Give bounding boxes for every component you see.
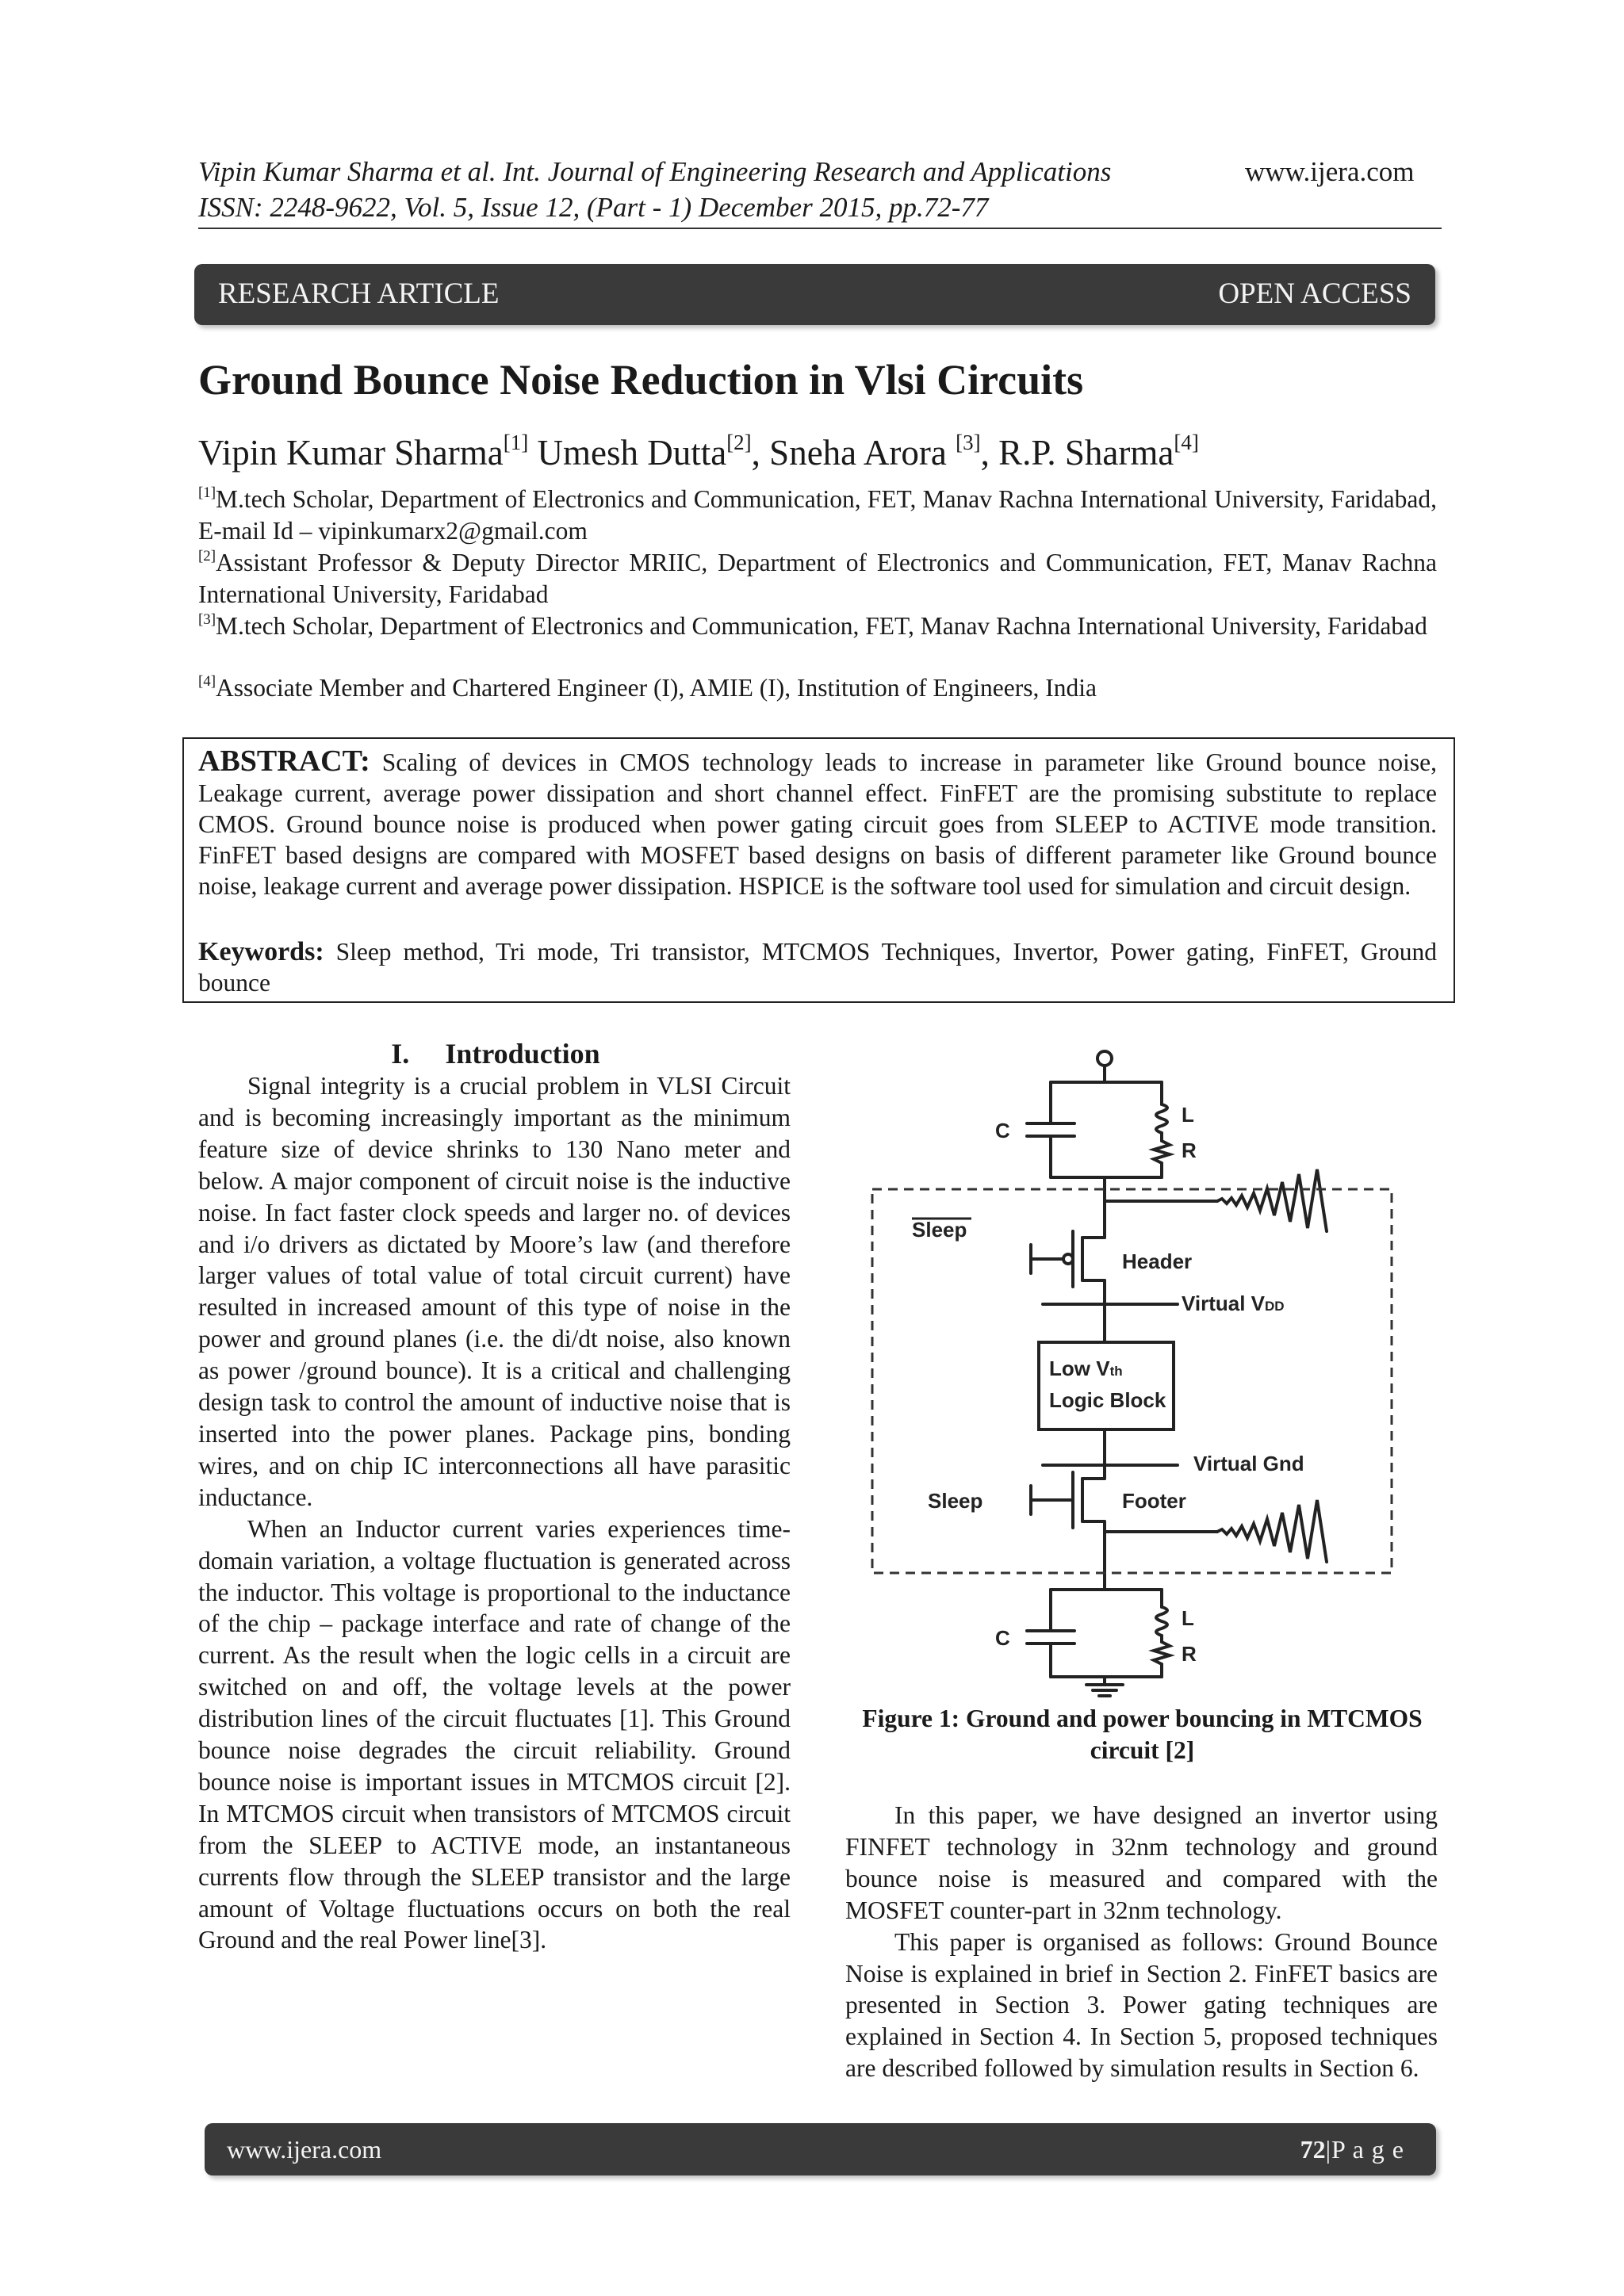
label-footer: Footer (1122, 1489, 1186, 1513)
label-l-top: L (1182, 1103, 1194, 1127)
article-type-banner (194, 264, 1435, 325)
label-r-bot: R (1182, 1642, 1197, 1666)
affiliation-3-text: M.tech Scholar, Department of Electronics and Communication, FET, Manav Rachna International University, Faridabad (216, 612, 1427, 640)
label-virtual-vdd: Virtual VDD (1182, 1292, 1285, 1315)
label-logic-line1: Low Vth (1049, 1357, 1123, 1380)
affiliation-4-ref: [4] (198, 672, 216, 690)
affiliation-4 (198, 672, 1437, 704)
abstract-text: Scaling of devices in CMOS technology leads to increase in parameter like Ground bounce noise, Leakage current, average power dissipation and short channel effect. FinFET are the promising substitute to replace CMOS. Ground bounce noise is produced when power gating circuit goes from SLEEP to ACTIVE mode transition. FinFET based designs are compared with MOSFET based designs on basis of different parameter like Ground bounce noise, leakage current and average power dissipation. HSPICE is the software tool used for simulation and circuit design. (198, 748, 1437, 900)
page-word: |P a g e (1325, 2135, 1404, 2164)
section-title: Introduction (445, 1038, 600, 1070)
label-sleep: Sleep (928, 1489, 983, 1513)
author-2: Umesh Dutta (528, 433, 727, 473)
research-article-label: RESEARCH ARTICLE (218, 277, 500, 310)
abstract-label: ABSTRACT: (198, 744, 370, 778)
figure-1-caption: Figure 1: Ground and power bouncing in MTCMOS circuit [2] (862, 1705, 1423, 1764)
journal-header-line2: ISSN: 2248-9622, Vol. 5, Issue 12, (Part - 1) December 2015, pp.72-77 (198, 192, 989, 223)
intro-paragraph-1: Signal integrity is a crucial problem in VLSI Circuit and is becoming increasingly important as the minimum feature size of device shrinks to 130 Nano meter and below. A major component of circuit noise is the inductive noise. In fact faster clock speeds and larger no. of devices and i/o drivers as dictated by Moore’s law (and therefore larger values of total value of total circuit current) have resulted in increased amount of this type of noise in the power and ground planes (i.e. the di/dt noise, also known as power /ground bounce). It is a critical and challenging design task to control the amount of inductive noise that is inserted into the power planes. Package pins, bonding wires, and on chip IC interconnections all have parasitic inductance. (198, 1072, 791, 1511)
label-sleep-bar: Sleep (912, 1218, 967, 1242)
intro-paragraph-4: This paper is organised as follows: Ground Bounce Noise is explained in brief in Section 2. FinFET basics are presented in Section 3. Power gating techniques are explained in Section 4. In Section 5, proposed techniques are described followed by simulation results in Section 6. (845, 1927, 1438, 2083)
affiliation-3-ref: [3] (198, 610, 216, 628)
right-column (845, 1800, 1438, 2084)
page-number: 72 (1300, 2135, 1326, 2164)
author-4-ref: [4] (1174, 430, 1199, 455)
journal-website[interactable]: www.ijera.com (1245, 156, 1415, 187)
abstract (198, 746, 1437, 901)
affiliation-2-text: Assistant Professor & Deputy Director MRIIC, Department of Electronics and Communication, FET, Manav Rachna International University, Faridabad (198, 549, 1437, 608)
author-3: , Sneha Arora (751, 433, 956, 473)
label-l-bot: L (1182, 1606, 1194, 1630)
figure-1-circuit-diagram (860, 1043, 1415, 1701)
vdd-terminal-icon (1097, 1051, 1112, 1066)
left-column (198, 1070, 791, 1956)
page-footer (205, 2123, 1436, 2175)
section-heading (198, 1037, 793, 1070)
open-access-label: OPEN ACCESS (1218, 277, 1411, 310)
affiliation-4-text: Associate Member and Chartered Engineer (I), AMIE (I), Institution of Engineers, India (216, 674, 1097, 702)
author-1-ref: [1] (503, 430, 529, 455)
author-4: , R.P. Sharma (980, 433, 1174, 473)
top-inductor-icon (1156, 1104, 1167, 1133)
author-1: Vipin Kumar Sharma (198, 433, 504, 473)
author-list (198, 430, 1199, 475)
affiliation-1-ref: [1] (198, 484, 216, 501)
affiliation-2 (198, 547, 1437, 610)
top-resistor-icon (1154, 1141, 1170, 1163)
author-3-ref: [3] (956, 430, 981, 455)
footer-page-number (1300, 2134, 1404, 2164)
label-virtual-gnd: Virtual Gnd (1193, 1452, 1304, 1475)
ground-bounce-waveform (1217, 1500, 1327, 1562)
keywords-text: Sleep method, Tri mode, Tri transistor, MTCMOS Techniques, Invertor, Power gating, FinFET, Ground bounce (198, 938, 1437, 997)
label-c-top: C (995, 1119, 1010, 1142)
label-r-top: R (1182, 1138, 1197, 1162)
power-bounce-waveform (1217, 1169, 1327, 1231)
affiliation-1 (198, 484, 1437, 547)
header-rule (198, 228, 1442, 229)
bottom-inductor-icon (1156, 1607, 1167, 1636)
section-number: I. (391, 1038, 410, 1070)
keywords-label: Keywords: (198, 937, 324, 966)
keywords (198, 936, 1437, 998)
bottom-resistor-icon (1154, 1642, 1170, 1664)
affiliation-2-ref: [2] (198, 547, 216, 564)
author-2-ref: [2] (726, 430, 752, 455)
intro-paragraph-2: When an Inductor current varies experiences time-domain variation, a voltage fluctuation is generated across the inductor. This voltage is proportional to the inductance of the chip – package interface and rate of change of the current. As the result when the logic cells in a circuit are switched on and off, the voltage levels at the power distribution lines of the circuit fluctuates [1]. This Ground bounce noise degrades the circuit reliability. Ground bounce noise is important issues in MTCMOS circuit [2]. In MTCMOS circuit when transistors of MTCMOS circuit from the SLEEP to ACTIVE mode, an instantaneous currents flow through the SLEEP transistor and the large amount of Voltage fluctuations occurs on both the real Ground and the real Power line[3]. (198, 1514, 791, 1954)
label-c-bot: C (995, 1626, 1010, 1650)
label-logic-line2: Logic Block (1049, 1388, 1166, 1412)
logic-block-box (1039, 1342, 1174, 1429)
journal-header-line1: Vipin Kumar Sharma et al. Int. Journal of Engineering Research and Applications (198, 156, 1112, 187)
footer-website[interactable]: www.ijera.com (227, 2135, 382, 2164)
affiliation-3 (198, 610, 1437, 642)
affiliation-1-text: M.tech Scholar, Department of Electronics and Communication, FET, Manav Rachna International University, Faridabad, E-mail Id – vipinkumarx2@gmail.com (198, 485, 1437, 545)
paper-title: Ground Bounce Noise Reduction in Vlsi Circuits (198, 356, 1084, 404)
intro-paragraph-3: In this paper, we have designed an invertor using FINFET technology in 32nm technology and ground bounce noise is measured and compared with the MOSFET counter-part in 32nm technology. (845, 1801, 1438, 1924)
label-header: Header (1122, 1249, 1193, 1273)
